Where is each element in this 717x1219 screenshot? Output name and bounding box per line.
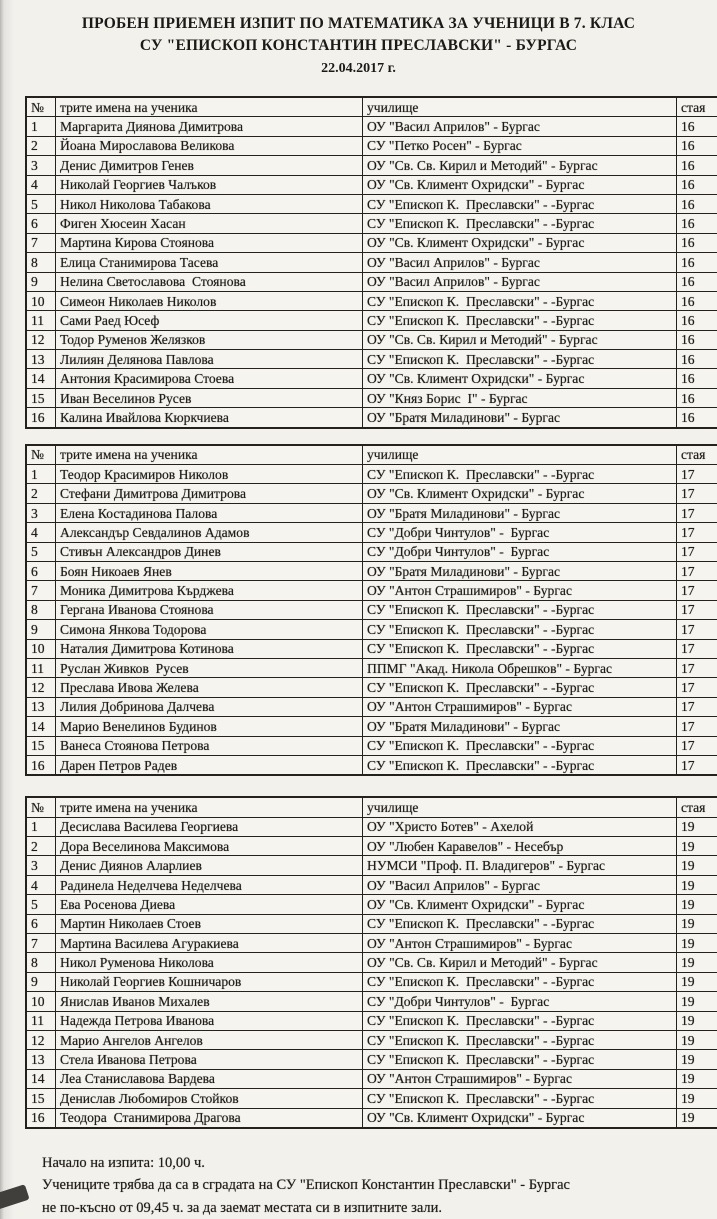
school-name: СУ "Епископ К. Преславски" - -Бургас (363, 639, 677, 658)
table-row (26, 755, 717, 775)
table-row (26, 1050, 717, 1069)
row-number: 10 (26, 639, 56, 658)
row-number: 9 (26, 272, 56, 291)
row-number: 7 (26, 581, 56, 600)
student-name: Лилиян Делянова Павлова (56, 350, 363, 369)
room-number: 17 (677, 658, 717, 677)
table-row (26, 1069, 717, 1088)
row-number: 14 (26, 1069, 56, 1088)
table-row (26, 697, 717, 716)
column-header-room: стая (677, 97, 717, 117)
room-number: 19 (677, 1108, 717, 1128)
school-name: ОУ "Братя Миладинови" - Бургас (363, 717, 677, 736)
school-name: ОУ "Васил Априлов" - Бургас (363, 875, 677, 894)
room-number: 19 (677, 1089, 717, 1108)
school-name: ОУ "Св. Св. Кирил и Методий" - Бургас (363, 330, 677, 349)
school-name: ОУ "Св. Климент Охридски" - Бургас (363, 369, 677, 388)
roster-table-room-19 (25, 796, 717, 1129)
table-row (26, 1108, 717, 1128)
room-number: 16 (677, 291, 717, 310)
student-name: Елица Станимирова Тасева (56, 253, 363, 272)
student-name: Николай Георгиев Чалъков (56, 175, 363, 194)
student-name: Наталия Димитрова Котинова (56, 639, 363, 658)
table-row (26, 856, 717, 875)
room-number: 19 (677, 817, 717, 836)
row-number: 7 (26, 934, 56, 953)
table-row (26, 875, 717, 894)
student-name: Николай Георгиев Кошничаров (56, 972, 363, 991)
room-number: 17 (677, 620, 717, 639)
row-number: 7 (26, 233, 56, 252)
student-name: Моника Димитрова Кърджева (56, 581, 363, 600)
room-number: 17 (677, 697, 717, 716)
student-name: Радинела Неделчева Неделчева (56, 875, 363, 894)
table-row (26, 600, 717, 619)
room-number: 19 (677, 1011, 717, 1030)
student-name: Теодора Станимирова Драгова (56, 1108, 363, 1128)
room-number: 16 (677, 233, 717, 252)
student-name: Денислав Любомиров Стойков (56, 1089, 363, 1108)
row-number: 15 (26, 1089, 56, 1108)
student-name: Теодор Красимиров Николов (56, 465, 363, 484)
school-name: ОУ "Св. Климент Охридски" - Бургас (363, 233, 677, 252)
student-name: Ева Росенова Диева (56, 895, 363, 914)
table-row (26, 175, 717, 194)
table-row (26, 934, 717, 953)
row-number: 15 (26, 736, 56, 755)
room-number: 17 (677, 639, 717, 658)
student-name: Преслава Ивова Желева (56, 678, 363, 697)
room-number: 16 (677, 388, 717, 407)
arrival-instruction-line2: не по-късно от 09,45 ч. за да заемат местата си в изпитните зали. (42, 1197, 717, 1219)
table-row (26, 953, 717, 972)
row-number: 4 (26, 875, 56, 894)
student-name: Елена Костадинова Палова (56, 503, 363, 522)
student-name: Боян Никоаев Янев (56, 561, 363, 580)
student-name: Александър Севдалинов Адамов (56, 523, 363, 542)
table-row (26, 1030, 717, 1049)
table-row (26, 369, 717, 388)
school-name: ОУ "Братя Миладинови" - Бургас (363, 503, 677, 522)
student-name: Ванеса Стоянова Петрова (56, 736, 363, 755)
school-name: СУ "Епископ К. Преславски" - -Бургас (363, 465, 677, 484)
table-row (26, 136, 717, 155)
row-number: 5 (26, 542, 56, 561)
row-number: 6 (26, 214, 56, 233)
school-name: СУ "Епископ К. Преславски" - -Бургас (363, 1089, 677, 1108)
row-number: 2 (26, 484, 56, 503)
row-number: 12 (26, 1030, 56, 1049)
table-row (26, 350, 717, 369)
row-number: 16 (26, 1108, 56, 1128)
table-row (26, 330, 717, 349)
student-name: Стефани Димитрова Димитрова (56, 484, 363, 503)
student-name: Фиген Хюсеин Хасан (56, 214, 363, 233)
student-name: Гергана Иванова Стоянова (56, 600, 363, 619)
column-header-student-name: трите имена на ученика (56, 797, 363, 817)
row-number: 11 (26, 311, 56, 330)
school-name: СУ "Епископ К. Преславски" - -Бургас (363, 914, 677, 933)
table-row (26, 214, 717, 233)
room-number: 17 (677, 542, 717, 561)
row-number: 12 (26, 330, 56, 349)
student-name: Стивън Александров Динев (56, 542, 363, 561)
school-name: ОУ "Антон Страшимиров" - Бургас (363, 934, 677, 953)
room-number: 17 (677, 736, 717, 755)
column-header-number: № (26, 97, 56, 117)
student-name: Надежда Петрова Иванова (56, 1011, 363, 1030)
student-name: Никол Николова Табакова (56, 194, 363, 213)
school-name: ОУ "Васил Априлов" - Бургас (363, 117, 677, 136)
student-name: Калина Ивайлова Кюркчиева (56, 408, 363, 428)
row-number: 5 (26, 895, 56, 914)
student-name: Антония Красимирова Стоева (56, 369, 363, 388)
room-number: 16 (677, 136, 717, 155)
column-header-number: № (26, 445, 56, 465)
room-number: 16 (677, 175, 717, 194)
school-name: ОУ "Братя Миладинови" - Бургас (363, 561, 677, 580)
room-number: 19 (677, 972, 717, 991)
school-name: СУ "Добри Чинтулов" - Бургас (363, 542, 677, 561)
school-name: СУ "Епископ К. Преславски" - -Бургас (363, 1050, 677, 1069)
row-number: 6 (26, 561, 56, 580)
row-number: 13 (26, 1050, 56, 1069)
row-number: 8 (26, 600, 56, 619)
student-name: Нелина Светославова Стоянова (56, 272, 363, 291)
school-name: ОУ "Антон Страшимиров" - Бургас (363, 1069, 677, 1088)
student-name: Стела Иванова Петрова (56, 1050, 363, 1069)
student-name: Мартин Николаев Стоев (56, 914, 363, 933)
school-name: СУ "Добри Чинтулов" - Бургас (363, 992, 677, 1011)
school-name: ОУ "Васил Априлов" - Бургас (363, 253, 677, 272)
school-name: ОУ "Братя Миладинови" - Бургас (363, 408, 677, 428)
student-name: Денис Димитров Генев (56, 156, 363, 175)
student-name: Никол Руменова Николова (56, 953, 363, 972)
school-name: СУ "Епископ К. Преславски" - -Бургас (363, 755, 677, 775)
roster-table-room-16 (25, 96, 717, 429)
room-number: 19 (677, 895, 717, 914)
student-name: Руслан Живков Русев (56, 658, 363, 677)
column-header-student-name: трите имена на ученика (56, 445, 363, 465)
room-number: 17 (677, 717, 717, 736)
row-number: 6 (26, 914, 56, 933)
student-name: Маргарита Диянова Димитрова (56, 117, 363, 136)
room-number: 16 (677, 330, 717, 349)
table-row (26, 561, 717, 580)
school-name: ОУ "Св. Климент Охридски" - Бургас (363, 1108, 677, 1128)
school-name: СУ "Епископ К. Преславски" - -Бургас (363, 1030, 677, 1049)
room-number: 19 (677, 914, 717, 933)
table-row (26, 523, 717, 542)
column-header-room: стая (677, 445, 717, 465)
room-number: 16 (677, 194, 717, 213)
table-row (26, 678, 717, 697)
row-number: 15 (26, 388, 56, 407)
room-number: 16 (677, 117, 717, 136)
row-number: 4 (26, 175, 56, 194)
row-number: 8 (26, 953, 56, 972)
title-block (0, 0, 717, 79)
row-number: 3 (26, 156, 56, 175)
column-header-school: училище (363, 445, 677, 465)
student-name: Дора Веселинова Максимова (56, 837, 363, 856)
room-number: 17 (677, 465, 717, 484)
room-number: 16 (677, 350, 717, 369)
school-name: ОУ "Васил Априлов" - Бургас (363, 272, 677, 291)
school-name: ОУ "Христо Ботев" - Ахелой (363, 817, 677, 836)
school-name: СУ "Петко Росен" - Бургас (363, 136, 677, 155)
room-number: 19 (677, 1050, 717, 1069)
table-row (26, 581, 717, 600)
table-row (26, 117, 717, 136)
school-name: СУ "Епископ К. Преславски" - -Бургас (363, 736, 677, 755)
exam-start-time-note: Начало на изпита: 10,00 ч. (42, 1152, 717, 1175)
room-number: 16 (677, 156, 717, 175)
table-row (26, 658, 717, 677)
row-number: 13 (26, 697, 56, 716)
row-number: 16 (26, 755, 56, 775)
school-name: СУ "Епископ К. Преславски" - -Бургас (363, 194, 677, 213)
student-name: Иван Веселинов Русев (56, 388, 363, 407)
room-number: 19 (677, 953, 717, 972)
row-number: 14 (26, 717, 56, 736)
room-number: 17 (677, 523, 717, 542)
student-name: Янислав Иванов Михалев (56, 992, 363, 1011)
roster-body-room-16 (26, 117, 717, 428)
school-name: СУ "Епископ К. Преславски" - -Бургас (363, 350, 677, 369)
row-number: 2 (26, 837, 56, 856)
room-number: 17 (677, 755, 717, 775)
table-header-row (26, 97, 717, 117)
table-row (26, 717, 717, 736)
room-number: 16 (677, 369, 717, 388)
room-number: 16 (677, 253, 717, 272)
table-row (26, 233, 717, 252)
room-number: 17 (677, 678, 717, 697)
table-row (26, 895, 717, 914)
student-name: Десислава Василева Георгиева (56, 817, 363, 836)
school-name: НУМСИ "Проф. П. Владигеров" - Бургас (363, 856, 677, 875)
table-row (26, 1011, 717, 1030)
school-name: ОУ "Св. Св. Кирил и Методий" - Бургас (363, 156, 677, 175)
school-name: СУ "Епископ К. Преславски" - -Бургас (363, 214, 677, 233)
table-row (26, 639, 717, 658)
table-row (26, 291, 717, 310)
row-number: 1 (26, 465, 56, 484)
room-number: 19 (677, 1069, 717, 1088)
row-number: 12 (26, 678, 56, 697)
table-row (26, 156, 717, 175)
school-name: СУ "Епископ К. Преславски" - -Бургас (363, 620, 677, 639)
student-name: Денис Диянов Аларлиев (56, 856, 363, 875)
row-number: 16 (26, 408, 56, 428)
arrival-instruction-line1: Учениците трябва да са в сградата на СУ "Епископ Константин Преславски" - Бургас (42, 1174, 717, 1197)
room-number: 17 (677, 581, 717, 600)
row-number: 9 (26, 972, 56, 991)
row-number: 4 (26, 523, 56, 542)
room-number: 19 (677, 856, 717, 875)
table-row (26, 914, 717, 933)
student-name: Симона Янкова Тодорова (56, 620, 363, 639)
table-row (26, 253, 717, 272)
school-name: СУ "Епископ К. Преславски" - -Бургас (363, 291, 677, 310)
row-number: 1 (26, 117, 56, 136)
document-title: ПРОБЕН ПРИЕМЕН ИЗПИТ ПО МАТЕМАТИКА ЗА УЧЕНИЦИ В 7. КЛАС (0, 13, 717, 35)
room-number: 16 (677, 408, 717, 428)
school-name: СУ "Епископ К. Преславски" - -Бургас (363, 972, 677, 991)
student-name: Тодор Руменов Желязков (56, 330, 363, 349)
student-name: Йоана Мирославова Великова (56, 136, 363, 155)
column-header-student-name: трите имена на ученика (56, 97, 363, 117)
table-row (26, 408, 717, 428)
room-number: 19 (677, 875, 717, 894)
table-header-row (26, 445, 717, 465)
room-number: 17 (677, 484, 717, 503)
roster-table-room-17 (25, 444, 717, 777)
student-name: Сами Раед Юсеф (56, 311, 363, 330)
table-header-row (26, 797, 717, 817)
table-row (26, 484, 717, 503)
row-number: 13 (26, 350, 56, 369)
student-name: Марио Венелинов Будинов (56, 717, 363, 736)
school-name: СУ "Епископ К. Преславски" - -Бургас (363, 311, 677, 330)
student-name: Дарен Петров Радев (56, 755, 363, 775)
column-header-school: училище (363, 97, 677, 117)
scan-artifact-mark (0, 1184, 30, 1210)
table-row (26, 992, 717, 1011)
row-number: 3 (26, 856, 56, 875)
table-row (26, 194, 717, 213)
roster-body-room-17 (26, 465, 717, 776)
row-number: 11 (26, 1011, 56, 1030)
row-number: 8 (26, 253, 56, 272)
row-number: 10 (26, 291, 56, 310)
column-header-school: училище (363, 797, 677, 817)
room-number: 17 (677, 561, 717, 580)
school-name: ППМГ "Акад. Никола Обрешков" - Бургас (363, 658, 677, 677)
document-subtitle: СУ "ЕПИСКОП КОНСТАНТИН ПРЕСЛАВСКИ" - БУРГАС (0, 35, 717, 57)
column-header-number: № (26, 797, 56, 817)
document-date: 22.04.2017 г. (0, 59, 717, 79)
room-number: 19 (677, 837, 717, 856)
school-name: ОУ "Княз Борис I" - Бургас (363, 388, 677, 407)
room-number: 19 (677, 992, 717, 1011)
column-header-room: стая (677, 797, 717, 817)
school-name: ОУ "Антон Страшимиров" - Бургас (363, 581, 677, 600)
table-row (26, 311, 717, 330)
table-row (26, 1089, 717, 1108)
table-row (26, 972, 717, 991)
table-row (26, 503, 717, 522)
room-number: 16 (677, 311, 717, 330)
school-name: ОУ "Св. Климент Охридски" - Бургас (363, 175, 677, 194)
table-row (26, 388, 717, 407)
student-name: Симеон Николаев Николов (56, 291, 363, 310)
row-number: 1 (26, 817, 56, 836)
school-name: ОУ "Св. Климент Охридски" - Бургас (363, 895, 677, 914)
school-name: ОУ "Антон Страшимиров" - Бургас (363, 697, 677, 716)
table-row (26, 620, 717, 639)
table-row (26, 837, 717, 856)
table-row (26, 272, 717, 291)
footer-notes (42, 1152, 717, 1219)
room-number: 17 (677, 503, 717, 522)
table-row (26, 465, 717, 484)
table-row (26, 736, 717, 755)
school-name: СУ "Епископ К. Преславски" - -Бургас (363, 678, 677, 697)
room-number: 19 (677, 1030, 717, 1049)
student-name: Лилия Добринова Далчева (56, 697, 363, 716)
room-number: 16 (677, 272, 717, 291)
school-name: ОУ "Св. Св. Кирил и Методий" - Бургас (363, 953, 677, 972)
student-name: Леа Станиславова Вардева (56, 1069, 363, 1088)
school-name: СУ "Епископ К. Преславски" - -Бургас (363, 1011, 677, 1030)
table-row (26, 817, 717, 836)
row-number: 5 (26, 194, 56, 213)
school-name: ОУ "Св. Климент Охридски" - Бургас (363, 484, 677, 503)
row-number: 14 (26, 369, 56, 388)
school-name: ОУ "Любен Каравелов" - Несебър (363, 837, 677, 856)
row-number: 11 (26, 658, 56, 677)
school-name: СУ "Епископ К. Преславски" - -Бургас (363, 600, 677, 619)
student-name: Мартина Василева Агуракиева (56, 934, 363, 953)
roster-body-room-19 (26, 817, 717, 1128)
room-number: 17 (677, 600, 717, 619)
room-number: 19 (677, 934, 717, 953)
row-number: 3 (26, 503, 56, 522)
table-row (26, 542, 717, 561)
student-name: Мартина Кирова Стоянова (56, 233, 363, 252)
row-number: 10 (26, 992, 56, 1011)
room-number: 16 (677, 214, 717, 233)
student-name: Марио Ангелов Ангелов (56, 1030, 363, 1049)
school-name: СУ "Добри Чинтулов" - Бургас (363, 523, 677, 542)
row-number: 9 (26, 620, 56, 639)
row-number: 2 (26, 136, 56, 155)
